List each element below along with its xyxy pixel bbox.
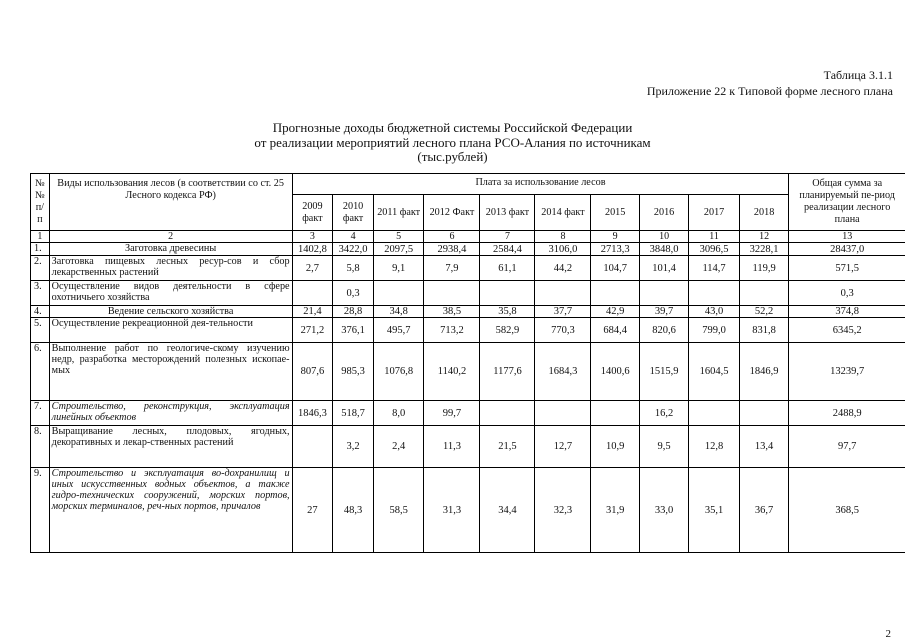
value-cell — [535, 281, 591, 306]
column-number: 2 — [49, 231, 292, 243]
value-cell: 495,7 — [373, 318, 424, 343]
value-cell: 1846,3 — [292, 401, 333, 426]
column-number: 13 — [789, 231, 905, 243]
value-cell: 44,2 — [535, 256, 591, 281]
value-cell: 32,3 — [535, 468, 591, 553]
value-cell: 21,4 — [292, 306, 333, 318]
value-cell: 8,0 — [373, 401, 424, 426]
value-cell: 27 — [292, 468, 333, 553]
value-cell: 31,3 — [424, 468, 480, 553]
total-cell: 97,7 — [789, 426, 905, 468]
table-row — [31, 401, 905, 426]
value-cell: 1846,9 — [739, 343, 789, 401]
row-number: 8. — [31, 426, 50, 468]
value-cell: 271,2 — [292, 318, 333, 343]
value-cell — [639, 281, 688, 306]
value-cell: 101,4 — [639, 256, 688, 281]
value-cell: 2,7 — [292, 256, 333, 281]
column-number: 4 — [333, 231, 374, 243]
row-description: Строительство, реконструкция, эксплуатация линейных объектов — [49, 401, 292, 426]
year-header: 2016 — [639, 195, 688, 231]
appendix-label: Приложение 22 к Типовой форме лесного плана — [646, 84, 893, 98]
value-cell: 1604,5 — [689, 343, 740, 401]
value-cell: 3096,5 — [689, 243, 740, 256]
value-cell: 34,8 — [373, 306, 424, 318]
row-description: Выращивание лесных, плодовых, ягодных, декоративных и лекар-ственных растений — [49, 426, 292, 468]
column-number: 8 — [535, 231, 591, 243]
value-cell — [373, 281, 424, 306]
row-description: Заготовка древесины — [49, 243, 292, 256]
value-cell: 807,6 — [292, 343, 333, 401]
value-cell: 1400,6 — [591, 343, 639, 401]
row-number: 2. — [31, 256, 50, 281]
value-cell: 3106,0 — [535, 243, 591, 256]
column-number: 1 — [31, 231, 50, 243]
row-number: 3. — [31, 281, 50, 306]
year-header: 2013 факт — [480, 195, 535, 231]
row-number: 4. — [31, 306, 50, 318]
value-cell: 36,7 — [739, 468, 789, 553]
value-cell: 770,3 — [535, 318, 591, 343]
page-number: 2 — [885, 628, 891, 640]
document-title — [0, 121, 905, 165]
value-cell: 43,0 — [689, 306, 740, 318]
value-cell: 1177,6 — [480, 343, 535, 401]
column-number: 9 — [591, 231, 639, 243]
value-cell: 39,7 — [639, 306, 688, 318]
value-cell: 58,5 — [373, 468, 424, 553]
value-cell — [591, 281, 639, 306]
value-cell — [424, 281, 480, 306]
value-cell: 2584,4 — [480, 243, 535, 256]
row-number: 5. — [31, 318, 50, 343]
title-line-3: (тыс.рублей) — [417, 149, 488, 164]
row-description: Заготовка пищевых лесных ресур-сов и сбор лекарственных растений — [49, 256, 292, 281]
year-header: 2018 — [739, 195, 789, 231]
value-cell: 114,7 — [689, 256, 740, 281]
value-cell: 5,8 — [333, 256, 374, 281]
value-cell — [480, 281, 535, 306]
value-cell: 34,4 — [480, 468, 535, 553]
value-cell: 48,3 — [333, 468, 374, 553]
value-cell: 2097,5 — [373, 243, 424, 256]
value-cell: 33,0 — [639, 468, 688, 553]
value-cell: 3,2 — [333, 426, 374, 468]
table-row — [31, 318, 905, 343]
value-cell: 13,4 — [739, 426, 789, 468]
value-cell: 9,1 — [373, 256, 424, 281]
value-cell: 820,6 — [639, 318, 688, 343]
value-cell: 2713,3 — [591, 243, 639, 256]
value-cell: 1515,9 — [639, 343, 688, 401]
value-cell: 38,5 — [424, 306, 480, 318]
revenue-table — [30, 173, 905, 553]
total-cell: 6345,2 — [789, 318, 905, 343]
value-cell: 0,3 — [333, 281, 374, 306]
total-cell: 13239,7 — [789, 343, 905, 401]
value-cell — [292, 281, 333, 306]
value-cell: 3422,0 — [333, 243, 374, 256]
total-cell: 0,3 — [789, 281, 905, 306]
value-cell: 7,9 — [424, 256, 480, 281]
value-cell: 10,9 — [591, 426, 639, 468]
value-cell: 31,9 — [591, 468, 639, 553]
col-header-payment: Плата за использование лесов — [292, 174, 789, 195]
column-number: 7 — [480, 231, 535, 243]
value-cell: 119,9 — [739, 256, 789, 281]
row-description: Выполнение работ по геологиче-скому изучению недр, разработка месторождений полезных ископае-мых — [49, 343, 292, 401]
value-cell — [292, 426, 333, 468]
value-cell — [591, 401, 639, 426]
value-cell — [480, 401, 535, 426]
value-cell: 52,2 — [739, 306, 789, 318]
value-cell: 376,1 — [333, 318, 374, 343]
year-header: 2011 факт — [373, 195, 424, 231]
value-cell: 12,7 — [535, 426, 591, 468]
row-number: 1. — [31, 243, 50, 256]
row-description: Осуществление рекреационной дея-тельности — [49, 318, 292, 343]
value-cell: 37,7 — [535, 306, 591, 318]
title-line-2: от реализации мероприятий лесного плана РСО-Алания по источникам — [254, 134, 651, 150]
row-description: Ведение сельского хозяйства — [49, 306, 292, 318]
table-row — [31, 343, 905, 401]
column-number: 6 — [424, 231, 480, 243]
total-cell: 28437,0 — [789, 243, 905, 256]
value-cell — [739, 401, 789, 426]
value-cell: 713,2 — [424, 318, 480, 343]
row-description: Осуществление видов деятельности в сфере охотничьего хозяйства — [49, 281, 292, 306]
column-number: 11 — [689, 231, 740, 243]
value-cell: 1140,2 — [424, 343, 480, 401]
total-cell: 374,8 — [789, 306, 905, 318]
year-header: 2014 факт — [535, 195, 591, 231]
year-header: 2012 Факт — [424, 195, 480, 231]
value-cell: 28,8 — [333, 306, 374, 318]
table-row — [31, 468, 905, 553]
value-cell: 104,7 — [591, 256, 639, 281]
total-cell: 571,5 — [789, 256, 905, 281]
value-cell: 11,3 — [424, 426, 480, 468]
value-cell: 16,2 — [639, 401, 688, 426]
row-number: 6. — [31, 343, 50, 401]
value-cell: 61,1 — [480, 256, 535, 281]
col-header-kind: Виды использования лесов (в соответствии со ст. 25 Лесного кодекса РФ) — [49, 174, 292, 231]
value-cell: 1076,8 — [373, 343, 424, 401]
row-number: 7. — [31, 401, 50, 426]
year-header: 2015 — [591, 195, 639, 231]
table-row — [31, 306, 905, 318]
year-header: 2010 факт — [333, 195, 374, 231]
value-cell: 582,9 — [480, 318, 535, 343]
value-cell: 21,5 — [480, 426, 535, 468]
value-cell: 684,4 — [591, 318, 639, 343]
year-header: 2017 — [689, 195, 740, 231]
value-cell — [535, 401, 591, 426]
value-cell: 3228,1 — [739, 243, 789, 256]
value-cell: 518,7 — [333, 401, 374, 426]
value-cell: 1402,8 — [292, 243, 333, 256]
table-row — [31, 256, 905, 281]
col-header-total: Общая сумма за планируемый пе-риод реализации лесного плана — [789, 174, 905, 231]
row-description: Строительство и эксплуатация во-дохранилищ и иных искусственных водных объектов, а также гидро-технических сооружений, морских портов, морских терминалов, реч-ных портов, причалов — [49, 468, 292, 553]
value-cell: 2938,4 — [424, 243, 480, 256]
total-cell: 368,5 — [789, 468, 905, 553]
value-cell — [739, 281, 789, 306]
value-cell: 42,9 — [591, 306, 639, 318]
row-number: 9. — [31, 468, 50, 553]
value-cell: 99,7 — [424, 401, 480, 426]
table-row — [31, 281, 905, 306]
col-header-num: № № п/п — [31, 174, 50, 231]
value-cell: 831,8 — [739, 318, 789, 343]
value-cell: 9,5 — [639, 426, 688, 468]
table-label: Таблица 3.1.1 — [823, 68, 893, 82]
table-row — [31, 426, 905, 468]
value-cell: 799,0 — [689, 318, 740, 343]
value-cell: 2,4 — [373, 426, 424, 468]
table-row — [31, 243, 905, 256]
value-cell — [689, 401, 740, 426]
value-cell: 985,3 — [333, 343, 374, 401]
column-number: 5 — [373, 231, 424, 243]
value-cell: 35,1 — [689, 468, 740, 553]
year-header: 2009 факт — [292, 195, 333, 231]
column-number: 10 — [639, 231, 688, 243]
total-cell: 2488,9 — [789, 401, 905, 426]
title-line-1: Прогнозные доходы бюджетной системы Российской Федерации — [272, 120, 633, 135]
value-cell — [689, 281, 740, 306]
column-number: 3 — [292, 231, 333, 243]
column-number: 12 — [739, 231, 789, 243]
value-cell: 35,8 — [480, 306, 535, 318]
value-cell: 3848,0 — [639, 243, 688, 256]
value-cell: 12,8 — [689, 426, 740, 468]
value-cell: 1684,3 — [535, 343, 591, 401]
